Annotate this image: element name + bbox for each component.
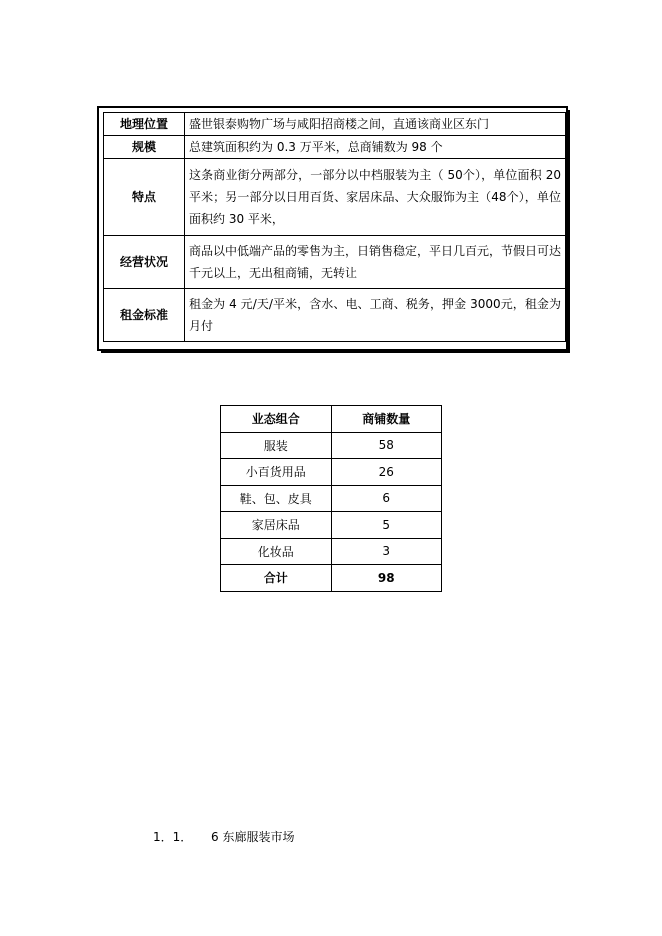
- info-row-scale: [104, 136, 566, 159]
- category-cell: 家居床品: [221, 512, 332, 539]
- count-cell: 26: [331, 459, 442, 486]
- info-value: 商品以中低端产品的零售为主，日销售稳定，平日几百元，节假日可达千元以上，无出租商铺，无转让: [185, 236, 566, 289]
- info-row-features: [104, 159, 566, 236]
- category-cell: 服装: [221, 432, 332, 459]
- info-label: 特点: [104, 159, 185, 236]
- info-row-location: [104, 113, 566, 136]
- info-label: 经营状况: [104, 236, 185, 289]
- section-title: 6 东廊服装市场: [211, 830, 295, 844]
- category-cell: 化妆品: [221, 538, 332, 565]
- info-row-rent: [104, 289, 566, 342]
- header-category: 业态组合: [221, 406, 332, 433]
- category-cell: 鞋、包、皮具: [221, 485, 332, 512]
- section-heading: [153, 828, 294, 845]
- count-cell: 6: [331, 485, 442, 512]
- table-row: [221, 512, 442, 539]
- section-number: 1．1．: [153, 830, 193, 844]
- info-label: 规模: [104, 136, 185, 159]
- table-total-row: [221, 565, 442, 592]
- table-row: [221, 459, 442, 486]
- total-label: 合计: [221, 565, 332, 592]
- table-row: [221, 485, 442, 512]
- table-header-row: [221, 406, 442, 433]
- count-cell: 58: [331, 432, 442, 459]
- business-mix-table: [220, 405, 442, 592]
- table-row: [221, 538, 442, 565]
- info-row-operation: [104, 236, 566, 289]
- property-info-table-frame: [97, 106, 568, 351]
- header-count: 商铺数量: [331, 406, 442, 433]
- category-cell: 小百货用品: [221, 459, 332, 486]
- info-value: 盛世银泰购物广场与咸阳招商楼之间，直通该商业区东门: [185, 113, 566, 136]
- info-value: 总建筑面积约为 0.3 万平米，总商铺数为 98 个: [185, 136, 566, 159]
- info-label: 租金标准: [104, 289, 185, 342]
- property-info-table: [103, 112, 566, 342]
- count-cell: 5: [331, 512, 442, 539]
- total-count: 98: [331, 565, 442, 592]
- count-cell: 3: [331, 538, 442, 565]
- info-value: 这条商业街分两部分，一部分以中档服装为主（ 50个），单位面积 20 平米；另一部分以日用百货、家居床品、大众服饰为主（48个），单位面积约 30 平米，: [185, 159, 566, 236]
- table-row: [221, 432, 442, 459]
- info-value: 租金为 4 元/天/平米，含水、电、工商、税务，押金 3000元，租金为月付: [185, 289, 566, 342]
- info-label: 地理位置: [104, 113, 185, 136]
